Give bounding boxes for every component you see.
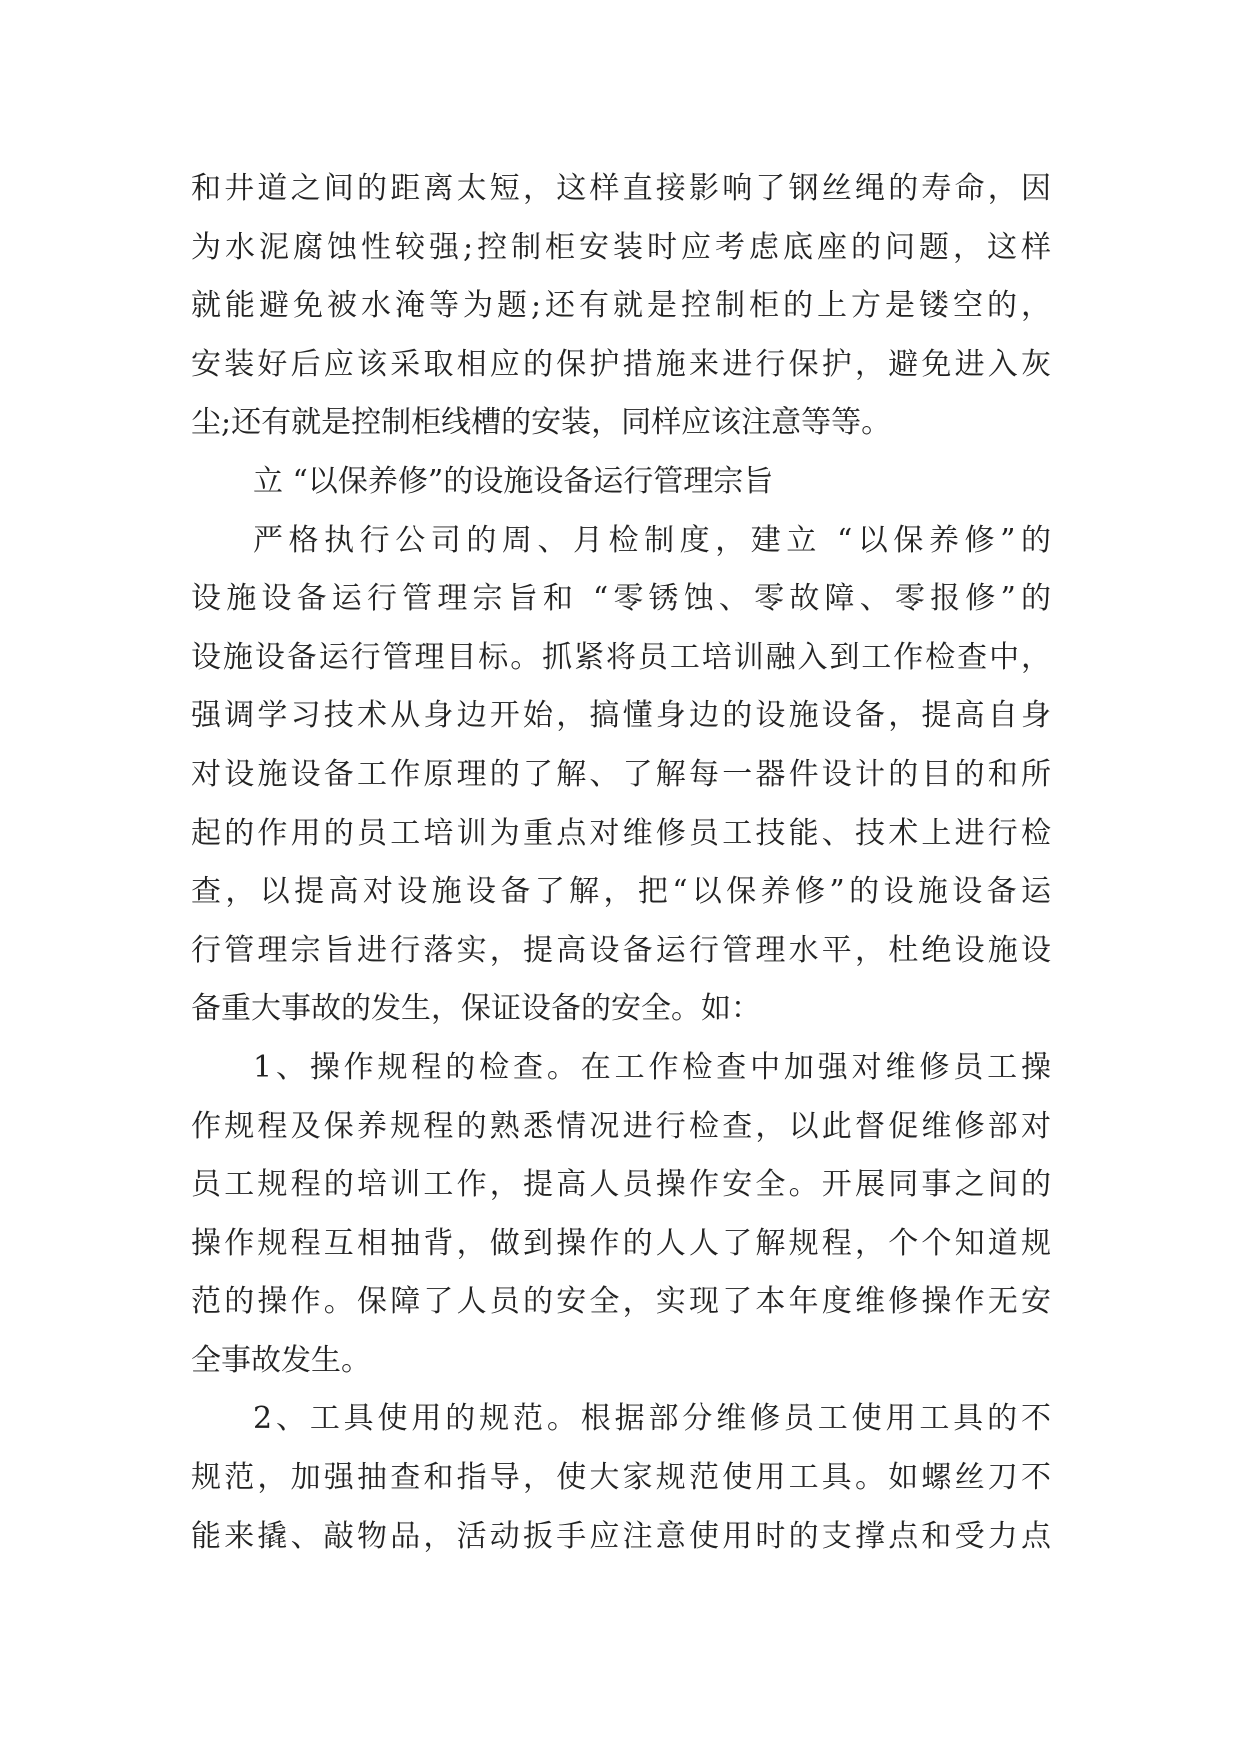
- text-line: 就能避免被水淹等为题;还有就是控制柜的上方是镂空的，: [191, 288, 1051, 324]
- text-line: 操作规程互相抽背，做到操作的人人了解规程，个个知道规: [191, 1225, 1051, 1261]
- text-line: 设施设备运行管理目标。抓紧将员工培训融入到工作检查中，: [191, 639, 1051, 675]
- text-line: 尘;还有就是控制柜线槽的安装，同样应该注意等等。: [191, 405, 892, 441]
- text-line: 为水泥腐蚀性较强;控制柜安装时应考虑底座的问题，这样: [191, 229, 1051, 265]
- text-line: 备重大事故的发生，保证设备的安全。如：: [191, 991, 761, 1027]
- text-line: 安装好后应该采取相应的保护措施来进行保护，避免进入灰: [191, 346, 1051, 382]
- text-line: 和井道之间的距离太短，这样直接影响了钢丝绳的寿命，因: [191, 171, 1051, 206]
- text-line: 行管理宗旨进行落实，提高设备运行管理水平，杜绝设施设: [191, 932, 1051, 968]
- text-line: 严格执行公司的周、月检制度，建立 “以保养修”的: [253, 522, 1051, 558]
- text-line: 规范，加强抽查和指导，使大家规范使用工具。如螺丝刀不: [191, 1460, 1051, 1496]
- text-line: 全事故发生。: [191, 1342, 371, 1378]
- text-line: 强调学习技术从身边开始，搞懂身边的设施设备，提高自身: [191, 698, 1051, 734]
- text-line: 范的操作。保障了人员的安全，实现了本年度维修操作无安: [191, 1284, 1051, 1320]
- section-heading: 立 “以保养修”的设施设备运行管理宗旨: [253, 463, 774, 499]
- body-text: [191, 160, 1051, 1566]
- text-line: 查，以提高对设施设备了解，把“以保养修”的设施设备运: [191, 874, 1051, 910]
- text-line: 能来撬、敲物品，活动扳手应注意使用时的支撑点和受力点: [191, 1518, 1051, 1554]
- text-line: 对设施设备工作原理的了解、了解每一器件设计的目的和所: [191, 756, 1051, 792]
- text-line: 作规程及保养规程的熟悉情况进行检查，以此督促维修部对: [191, 1108, 1051, 1144]
- text-line: 1、操作规程的检查。在工作检查中加强对维修员工操: [253, 1049, 1051, 1085]
- text-line: 2、工具使用的规范。根据部分维修员工使用工具的不: [253, 1401, 1051, 1437]
- text-line: 设施设备运行管理宗旨和 “零锈蚀、零故障、零报修”的: [191, 581, 1051, 617]
- text-line: 起的作用的员工培训为重点对维修员工技能、技术上进行检: [191, 815, 1051, 851]
- text-line: 员工规程的培训工作，提高人员操作安全。开展同事之间的: [191, 1167, 1051, 1203]
